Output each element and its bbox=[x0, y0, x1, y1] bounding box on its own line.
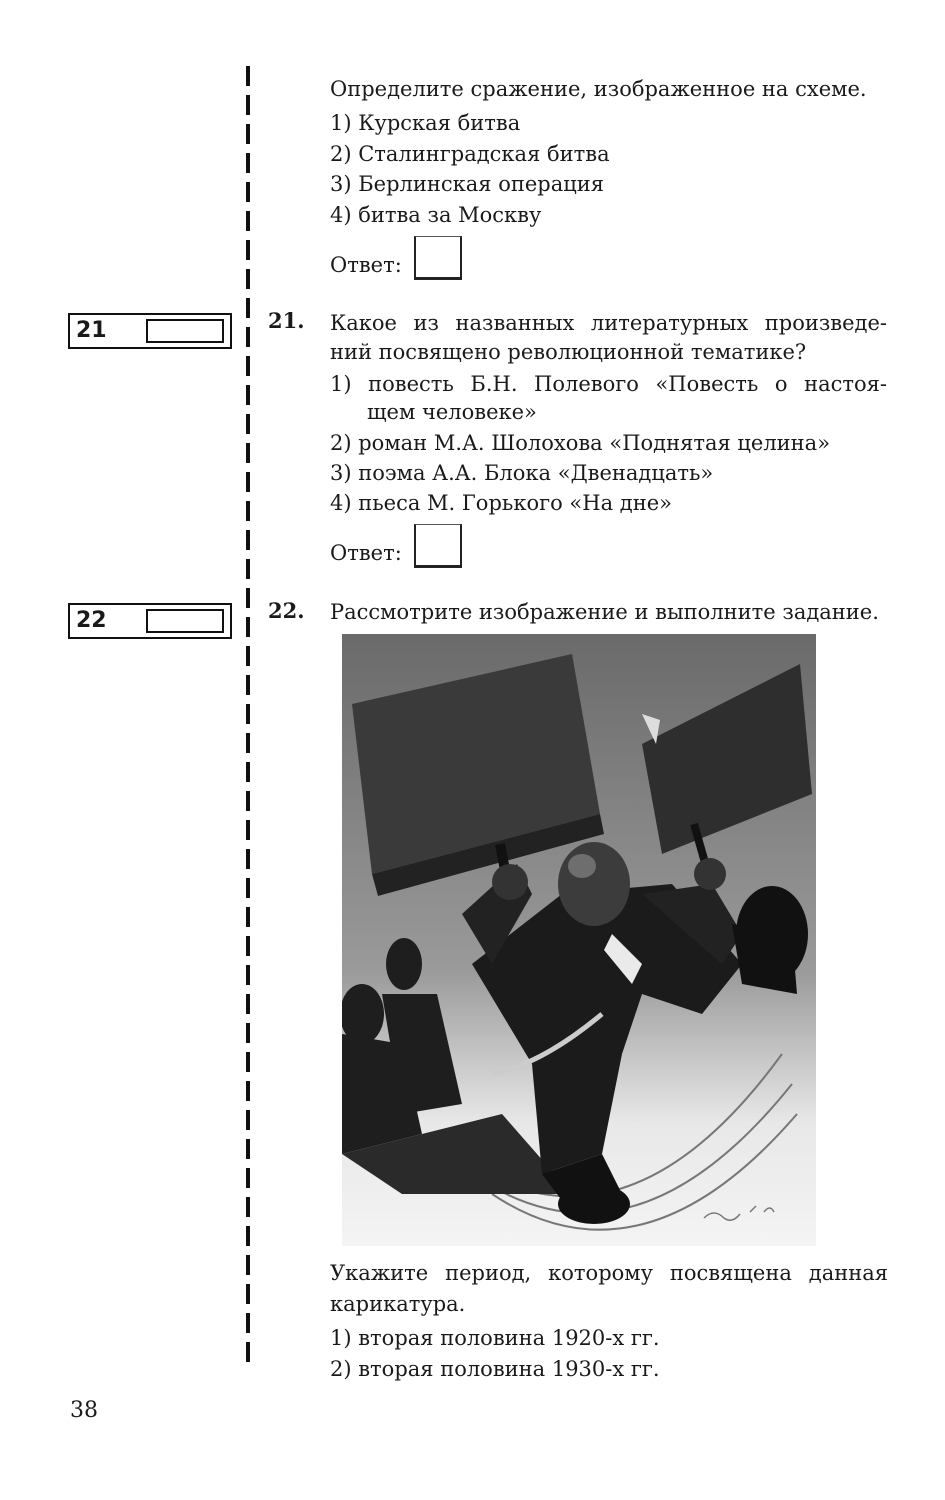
page-number: 38 bbox=[70, 1398, 98, 1423]
q21-answer-box[interactable] bbox=[414, 524, 462, 568]
q21-answer-input[interactable] bbox=[146, 319, 224, 343]
q21-option-1-line2: щем человеке» bbox=[367, 400, 537, 424]
q21-answer-field[interactable] bbox=[68, 313, 232, 349]
q21-option-2: 2) роман М.А. Шолохова «Поднятая целина» bbox=[330, 431, 831, 455]
q21-option-3: 3) поэма А.А. Блока «Двенадцать» bbox=[330, 461, 714, 485]
q20-option-3: 3) Берлинская операция bbox=[330, 172, 604, 196]
q20-answer-box[interactable] bbox=[414, 236, 462, 280]
q22-task-line2: карикатура. bbox=[330, 1292, 466, 1316]
q22-box-number: 22 bbox=[76, 608, 107, 633]
q21-box-number: 21 bbox=[76, 318, 107, 343]
q22-number: 22. bbox=[268, 598, 305, 623]
q20-question: Определите сражение, изображенное на схеме. bbox=[330, 77, 867, 101]
q21-question-line2: ний посвящено революционной тематике? bbox=[330, 340, 807, 364]
q21-number: 21. bbox=[268, 308, 305, 333]
q22-task-line1: Укажите период, которому посвящена данная bbox=[330, 1261, 888, 1285]
caricature-image bbox=[342, 634, 816, 1246]
q20-answer-label: Ответ: bbox=[330, 253, 402, 277]
q20-option-1: 1) Курская битва bbox=[330, 111, 521, 135]
q20-option-4: 4) битва за Москву bbox=[330, 203, 542, 227]
q22-answer-field[interactable] bbox=[68, 603, 232, 639]
q21-option-1-line1: 1) повесть Б.Н. Полевого «Повесть о настоя- bbox=[330, 372, 887, 396]
q22-instruction: Рассмотрите изображение и выполните задание. bbox=[330, 600, 879, 624]
q20-option-2: 2) Сталинградская битва bbox=[330, 142, 610, 166]
q22-answer-input[interactable] bbox=[146, 609, 224, 633]
q21-question-line1: Какое из названных литературных произведе- bbox=[330, 311, 887, 335]
q22-option-1: 1) вторая половина 1920-х гг. bbox=[330, 1326, 660, 1350]
q21-option-4: 4) пьеса М. Горького «На дне» bbox=[330, 491, 672, 515]
q21-answer-label: Ответ: bbox=[330, 541, 402, 565]
q22-option-2: 2) вторая половина 1930-х гг. bbox=[330, 1357, 660, 1381]
